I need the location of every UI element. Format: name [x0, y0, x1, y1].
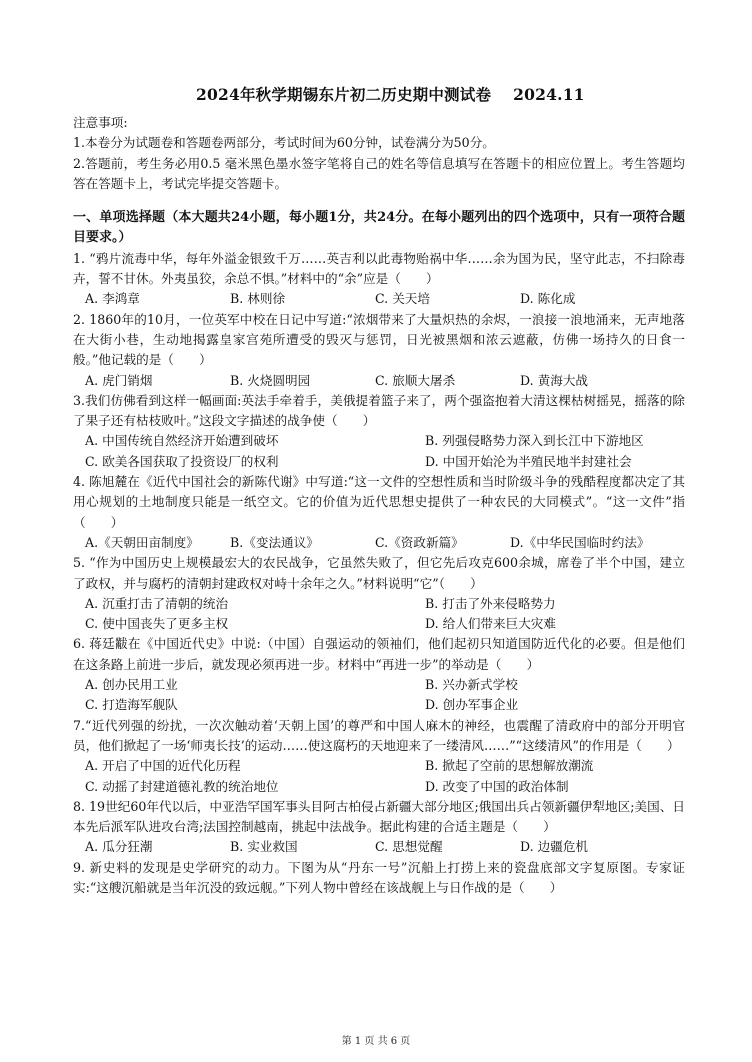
option: B. 兴办新式学校 — [425, 677, 518, 693]
option: D. 给人们带来巨大灾难 — [425, 616, 556, 632]
option: B. 火烧圆明园 — [230, 372, 311, 388]
question-stem: 9. 新史料的发现是史学研究的动力。下图为从“丹东一号”沉船上打捞上来的瓷盘底部文字复原图。专家证实:“这艘沉船就是当年沉没的致远舰。”下列人物中曾经在该战舰上与日作战的是（ ） — [73, 859, 685, 895]
question-options — [73, 289, 685, 309]
option: B. 林则徐 — [230, 291, 286, 307]
question-stem: 4. 陈旭麓在《近代中国社会的新陈代谢》中写道:“这一文件的空想性质和当时阶级斗争的残酷程度都决定了其用心规划的土地制度只能是一纸空文。它的价值为近代思想史提供了一种农民的大同模式”。“这一文件”指（ ） — [73, 474, 685, 530]
option: C. 思想觉醒 — [375, 839, 443, 855]
option: B.《变法通议》 — [230, 534, 319, 550]
question-options — [73, 594, 685, 635]
option: C. 打造海军舰队 — [85, 697, 178, 713]
title-date: 2024.11 — [513, 85, 585, 104]
option: A. 创办民用工业 — [85, 677, 178, 693]
section-heading: 一、单项选择题（本大题共24小题，每小题1分，共24分。在每小题列出的四个选项中，只有一项符合题目要求。） — [73, 210, 685, 246]
notice-item: 2.答题前，考生务必用0.5 毫米黑色墨水签字笔将自己的姓名等信息填写在答题卡的相应位置上。考生答题均答在答题卡上，考试完毕提交答题卡。 — [73, 155, 685, 191]
option: A. 李鸿章 — [85, 291, 140, 307]
question-stem: 8. 19世纪60年代以后，中亚浩罕国军事头目阿古柏侵占新疆大部分地区;俄国出兵占领新疆伊犁地区;美国、日本先后派军队进攻台湾;法国控制越南，挑起中法战争。据此构建的合适主题是（ ） — [73, 798, 685, 835]
notice-heading: 注意事项: — [73, 115, 128, 130]
question-stem: 7.“近代列强的纷扰，一次次触动着‘天朝上国’的尊严和中国人麻木的神经，也震醒了清政府中的部分开明官员，他们掀起了一场‘师夷长技’的运动……使这腐朽的天地迎来了一缕清风……”“这缕清风”的作用是（ ） — [73, 717, 685, 753]
option: A. 开启了中国的近代化历程 — [85, 758, 241, 774]
page-title — [196, 83, 585, 105]
option: C. 旅顺大屠杀 — [375, 372, 456, 388]
title-text: 2024年秋学期锡东片初二历史期中测试卷 — [196, 85, 492, 104]
question-options — [73, 837, 685, 857]
question-stem: 5. “作为中国历史上规模最宏大的农民战争，它虽然失败了，但它先后攻克600余城，席卷了半个中国，建立了政权，并与腐朽的清朝封建政权对峙十余年之久。”材料说明“它”（ ） — [73, 555, 685, 591]
option: B. 打击了外来侵略势力 — [425, 595, 556, 611]
question-stem: 6. 蒋廷黻在《中国近代史》中说:（中国）自强运动的领袖们，他们起初只知道国防近代化的必要。但是他们在这条路上前进一步后，就发现必须再进一步。材料中“再进一步”的举动是（ ） — [73, 636, 685, 672]
question-options — [73, 533, 685, 553]
page-footer: 第 1 页 共 6 页 — [341, 1036, 411, 1047]
question-options — [73, 431, 685, 472]
option: B. 掀起了空前的思想解放潮流 — [425, 758, 594, 774]
option: D. 改变了中国的政治体制 — [425, 778, 569, 794]
option: D. 中国开始沦为半殖民地半封建社会 — [425, 453, 632, 469]
option: B. 列强侵略势力深入到长江中下游地区 — [425, 433, 644, 449]
option: D.《中华民国临时约法》 — [510, 534, 650, 550]
content — [73, 113, 685, 898]
question-stem: 2. 1860年的10月，一位英军中校在日记中写道:“浓烟带来了大量炽热的余烬，一浪接一浪地涌来，无声地落在大街小巷，生动地揭露皇家宫苑所遭受的毁灭与惩罚，日光被黑烟和浓云遮蔽，仿佛一场持久的日食一般。”他记载的是（ ） — [73, 311, 685, 368]
option: A. 中国传统自然经济开始遭到破坏 — [85, 433, 279, 449]
option: D. 边疆危机 — [520, 839, 589, 855]
option: D. 黄海大战 — [520, 372, 589, 388]
question-options — [73, 756, 685, 797]
option: A. 沉重打击了清朝的统治 — [85, 595, 229, 611]
option: C.《资政新篇》 — [375, 534, 464, 550]
option: B. 实业救国 — [230, 839, 298, 855]
option: C. 动摇了封建道德礼教的统治地位 — [85, 778, 279, 794]
option: C. 关天培 — [375, 291, 430, 307]
question-options — [73, 371, 685, 391]
question-stem: 1. “鸦片流毒中华，每年外溢金银致千万……英吉利以此毒物贻祸中华……余为国为民，坚守此志，不扫除毒卉，誓不甘休。外夷虽狡，余总不惧。”材料中的“余”应是（ ） — [73, 250, 685, 287]
option: C. 欧美各国获取了投资设厂的权利 — [85, 453, 279, 469]
notice-item: 1.本卷分为试题卷和答题卷两部分，考试时间为60分钟，试卷满分为50分。 — [73, 135, 495, 151]
option: D. 创办军事企业 — [425, 697, 519, 713]
option: A. 瓜分狂潮 — [85, 839, 153, 855]
question-options — [73, 675, 685, 716]
option: C. 使中国丧失了更多主权 — [85, 616, 229, 632]
question-stem: 3.我们仿佛看到这样一幅画面:英法手牵着手，美俄提着篮子来了，两个强盗抱着大清这棵枯树摇晃，摇落的除了果子还有枯枝败叶。”这段文字描述的战争使（ ） — [73, 392, 685, 429]
option: D. 陈化成 — [520, 291, 576, 307]
option: A. 虎门销烟 — [85, 372, 153, 388]
option: A.《天朝田亩制度》 — [85, 534, 199, 550]
